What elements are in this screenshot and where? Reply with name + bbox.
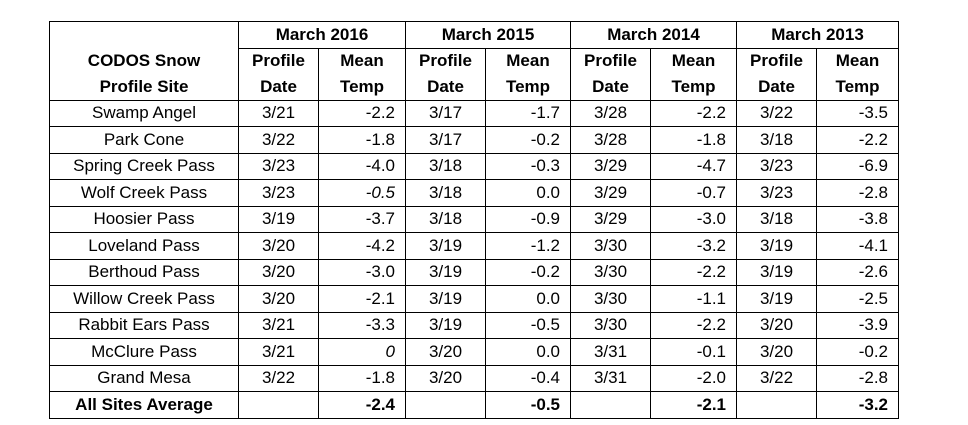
average-blank-cell xyxy=(737,392,817,419)
mean-temp: -2.1 xyxy=(319,286,406,313)
mean-temp: -0.1 xyxy=(651,339,737,366)
profile-date: 3/31 xyxy=(571,365,651,392)
temp-header-2015-line2: Temp xyxy=(486,74,571,100)
profile-date: 3/18 xyxy=(737,206,817,233)
profile-date: 3/19 xyxy=(406,233,486,260)
header-blank-cell xyxy=(50,22,239,49)
profile-date: 3/22 xyxy=(737,365,817,392)
table-row xyxy=(50,100,899,127)
profile-date: 3/20 xyxy=(239,233,319,260)
profile-date: 3/23 xyxy=(737,180,817,207)
mean-temp: -1.8 xyxy=(651,127,737,154)
date-header-2014-line2: Date xyxy=(571,74,651,100)
table-row xyxy=(50,127,899,154)
date-header-2013-line2: Date xyxy=(737,74,817,100)
profile-date: 3/28 xyxy=(571,100,651,127)
site-name: McClure Pass xyxy=(50,339,239,366)
profile-date: 3/18 xyxy=(406,206,486,233)
site-name: Hoosier Pass xyxy=(50,206,239,233)
mean-temp: -1.1 xyxy=(651,286,737,313)
profile-date: 3/20 xyxy=(406,365,486,392)
snow-profile-table xyxy=(49,21,899,419)
average-row xyxy=(50,392,899,419)
profile-date: 3/29 xyxy=(571,153,651,180)
temp-header-2015-line1: Mean xyxy=(486,48,571,74)
mean-temp: -6.9 xyxy=(817,153,899,180)
mean-temp: -3.9 xyxy=(817,312,899,339)
profile-date: 3/19 xyxy=(406,286,486,313)
mean-temp: -2.8 xyxy=(817,365,899,392)
site-name: Loveland Pass xyxy=(50,233,239,260)
profile-date: 3/28 xyxy=(571,127,651,154)
mean-temp: 0.0 xyxy=(486,180,571,207)
profile-date: 3/20 xyxy=(239,286,319,313)
profile-date: 3/20 xyxy=(406,339,486,366)
mean-temp: -2.5 xyxy=(817,286,899,313)
date-header-2016-line1: Profile xyxy=(239,48,319,74)
mean-temp: -1.8 xyxy=(319,365,406,392)
mean-temp: -2.2 xyxy=(651,100,737,127)
site-name: Wolf Creek Pass xyxy=(50,180,239,207)
mean-temp: -3.7 xyxy=(319,206,406,233)
profile-date: 3/21 xyxy=(239,312,319,339)
mean-temp: 0.0 xyxy=(486,339,571,366)
temp-header-2014-line2: Temp xyxy=(651,74,737,100)
average-temp-2015: -0.5 xyxy=(486,392,571,419)
temp-header-2013-line1: Mean xyxy=(817,48,899,74)
mean-temp: -4.2 xyxy=(319,233,406,260)
mean-temp: -2.2 xyxy=(651,259,737,286)
profile-date: 3/18 xyxy=(406,153,486,180)
mean-temp: -0.4 xyxy=(486,365,571,392)
year-header-2014: March 2014 xyxy=(571,22,737,49)
year-header-2016: March 2016 xyxy=(239,22,406,49)
site-name: Rabbit Ears Pass xyxy=(50,312,239,339)
profile-date: 3/30 xyxy=(571,233,651,260)
table-row xyxy=(50,365,899,392)
year-header-2013: March 2013 xyxy=(737,22,899,49)
profile-date: 3/20 xyxy=(239,259,319,286)
average-blank-cell xyxy=(571,392,651,419)
mean-temp: -3.2 xyxy=(651,233,737,260)
site-name: Berthoud Pass xyxy=(50,259,239,286)
profile-date: 3/23 xyxy=(239,153,319,180)
site-name: Willow Creek Pass xyxy=(50,286,239,313)
profile-date: 3/22 xyxy=(239,365,319,392)
mean-temp: -0.5 xyxy=(319,180,406,207)
average-blank-cell xyxy=(239,392,319,419)
site-header-line1: CODOS Snow xyxy=(50,48,239,74)
profile-date: 3/20 xyxy=(737,312,817,339)
date-header-2015-line1: Profile xyxy=(406,48,486,74)
mean-temp: -3.0 xyxy=(319,259,406,286)
profile-date: 3/23 xyxy=(239,180,319,207)
mean-temp: -1.7 xyxy=(486,100,571,127)
profile-date: 3/31 xyxy=(571,339,651,366)
mean-temp: -2.2 xyxy=(319,100,406,127)
site-name: Grand Mesa xyxy=(50,365,239,392)
average-temp-2013: -3.2 xyxy=(817,392,899,419)
site-header-line2: Profile Site xyxy=(50,74,239,100)
site-name: Park Cone xyxy=(50,127,239,154)
profile-date: 3/18 xyxy=(737,127,817,154)
header-row-sub2 xyxy=(50,74,899,100)
profile-date: 3/21 xyxy=(239,339,319,366)
profile-date: 3/29 xyxy=(571,180,651,207)
profile-date: 3/23 xyxy=(737,153,817,180)
mean-temp: -0.2 xyxy=(486,259,571,286)
mean-temp: -3.5 xyxy=(817,100,899,127)
mean-temp: -4.7 xyxy=(651,153,737,180)
table-row xyxy=(50,259,899,286)
year-header-2015: March 2015 xyxy=(406,22,571,49)
temp-header-2014-line1: Mean xyxy=(651,48,737,74)
site-name: Spring Creek Pass xyxy=(50,153,239,180)
mean-temp: -0.7 xyxy=(651,180,737,207)
table-row xyxy=(50,312,899,339)
profile-date: 3/29 xyxy=(571,206,651,233)
profile-date: 3/17 xyxy=(406,127,486,154)
temp-header-2016-line1: Mean xyxy=(319,48,406,74)
date-header-2015-line2: Date xyxy=(406,74,486,100)
profile-date: 3/19 xyxy=(406,259,486,286)
profile-date: 3/20 xyxy=(737,339,817,366)
mean-temp: -0.2 xyxy=(817,339,899,366)
profile-date: 3/19 xyxy=(406,312,486,339)
mean-temp: -0.9 xyxy=(486,206,571,233)
header-row-sub1 xyxy=(50,48,899,74)
profile-date: 3/22 xyxy=(239,127,319,154)
mean-temp: -0.5 xyxy=(486,312,571,339)
table-row xyxy=(50,180,899,207)
mean-temp: -3.8 xyxy=(817,206,899,233)
profile-date: 3/30 xyxy=(571,259,651,286)
mean-temp: -4.0 xyxy=(319,153,406,180)
table-row xyxy=(50,339,899,366)
site-name: Swamp Angel xyxy=(50,100,239,127)
date-header-2016-line2: Date xyxy=(239,74,319,100)
profile-date: 3/19 xyxy=(737,259,817,286)
table-row xyxy=(50,286,899,313)
profile-date: 3/19 xyxy=(737,233,817,260)
temp-header-2016-line2: Temp xyxy=(319,74,406,100)
mean-temp: -2.0 xyxy=(651,365,737,392)
profile-date: 3/19 xyxy=(737,286,817,313)
profile-date: 3/19 xyxy=(239,206,319,233)
mean-temp: -0.3 xyxy=(486,153,571,180)
mean-temp: -2.2 xyxy=(817,127,899,154)
average-temp-2014: -2.1 xyxy=(651,392,737,419)
table-row xyxy=(50,206,899,233)
table-row xyxy=(50,233,899,260)
mean-temp: -1.2 xyxy=(486,233,571,260)
profile-date: 3/30 xyxy=(571,286,651,313)
mean-temp: -0.2 xyxy=(486,127,571,154)
mean-temp: -4.1 xyxy=(817,233,899,260)
date-header-2014-line1: Profile xyxy=(571,48,651,74)
mean-temp: -3.0 xyxy=(651,206,737,233)
average-blank-cell xyxy=(406,392,486,419)
mean-temp: 0.0 xyxy=(486,286,571,313)
mean-temp: -2.8 xyxy=(817,180,899,207)
average-label: All Sites Average xyxy=(50,392,239,419)
date-header-2013-line1: Profile xyxy=(737,48,817,74)
profile-date: 3/21 xyxy=(239,100,319,127)
mean-temp: 0 xyxy=(319,339,406,366)
mean-temp: -2.2 xyxy=(651,312,737,339)
mean-temp: -1.8 xyxy=(319,127,406,154)
table-row xyxy=(50,153,899,180)
profile-date: 3/18 xyxy=(406,180,486,207)
profile-date: 3/17 xyxy=(406,100,486,127)
header-row-years xyxy=(50,22,899,49)
temp-header-2013-line2: Temp xyxy=(817,74,899,100)
mean-temp: -3.3 xyxy=(319,312,406,339)
mean-temp: -2.6 xyxy=(817,259,899,286)
average-temp-2016: -2.4 xyxy=(319,392,406,419)
profile-date: 3/22 xyxy=(737,100,817,127)
profile-date: 3/30 xyxy=(571,312,651,339)
